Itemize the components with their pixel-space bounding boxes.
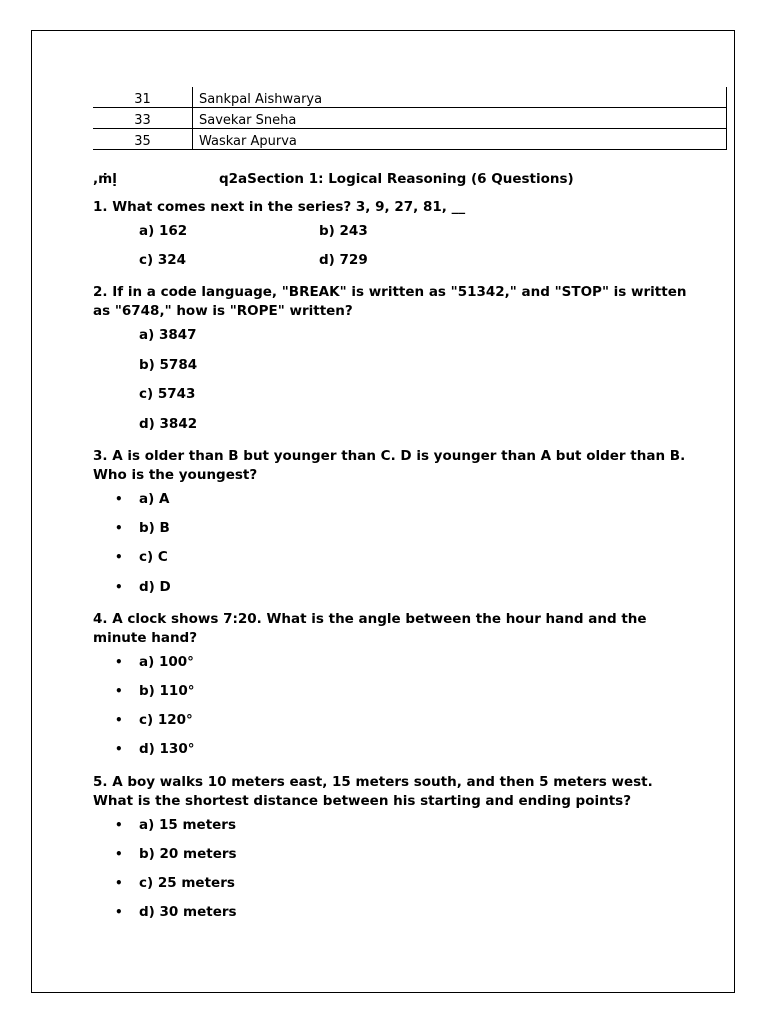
roll-number: 33 — [93, 108, 193, 129]
bullet-option — [93, 811, 693, 840]
option: b) 110° — [139, 682, 195, 699]
options-q4 — [93, 648, 693, 765]
bullet-icon: • — [115, 492, 123, 506]
bullet-option — [93, 706, 693, 735]
options-q1 — [139, 217, 693, 275]
bullet-icon: • — [115, 579, 123, 594]
option: d) 130° — [139, 741, 195, 758]
options-q3 — [93, 485, 693, 602]
table-row — [93, 87, 727, 108]
option: a) 3847 — [139, 327, 197, 343]
bullet-option — [93, 514, 693, 543]
bullet-option — [93, 573, 693, 602]
question-4: 4. A clock shows 7:20. What is the angle between the hour hand and the minute hand? — [93, 610, 647, 646]
section-heading — [93, 168, 693, 190]
option: b) B — [139, 520, 170, 537]
option: c) 120° — [139, 712, 193, 729]
option: a) A — [139, 491, 170, 507]
roll-number: 35 — [93, 129, 193, 150]
bullet-option — [93, 869, 693, 898]
bullet-option — [93, 543, 693, 572]
question-3: 3. A is older than B but younger than C. D is younger than A but older than B. Who is the youngest? — [93, 448, 686, 483]
roll-number: 31 — [93, 87, 193, 108]
question-5: 5. A boy walks 10 meters east, 15 meters south, and then 5 meters west. What is the shortest distance between his starting and ending points? — [93, 773, 653, 809]
bullet-icon: • — [115, 550, 123, 565]
option: c) 5743 — [139, 386, 196, 402]
bullet-option — [93, 735, 693, 764]
option: b) 5784 — [139, 356, 198, 373]
bullet-icon: • — [115, 521, 123, 536]
bullet-icon: • — [115, 683, 123, 698]
option: a) 162 — [139, 223, 188, 239]
table-row — [93, 108, 727, 129]
bullet-icon: • — [115, 905, 123, 920]
bullet-icon: • — [115, 817, 123, 832]
bullet-option — [93, 677, 693, 706]
options-q5 — [93, 811, 693, 928]
bullet-icon: • — [115, 875, 123, 890]
student-name: Waskar Apurva — [193, 129, 727, 150]
option: a) 15 meters — [139, 816, 236, 833]
student-name: Savekar Sneha — [193, 108, 727, 129]
option: b) 243 — [319, 223, 368, 239]
option: d) 729 — [319, 252, 368, 268]
option: c) 324 — [139, 252, 187, 268]
roster-table — [93, 87, 727, 150]
option: a) 100° — [139, 653, 194, 670]
option: d) D — [139, 578, 171, 595]
option: b) 20 meters — [139, 845, 237, 862]
option: c) C — [139, 549, 168, 566]
option: c) 25 meters — [139, 874, 235, 891]
option: d) 30 meters — [139, 904, 237, 921]
options-q2 — [139, 321, 693, 439]
student-name: Sankpal Aishwarya — [193, 87, 727, 108]
bullet-option — [93, 898, 693, 927]
section-title: q2aSection 1: Logical Reasoning (6 Questions) — [219, 171, 574, 187]
question-2: 2. If in a code language, "BREAK" is written as "51342," and "STOP" is written as "6748," how is "ROPE" written? — [93, 284, 687, 319]
question-1: 1. What comes next in the series? 3, 9, 27, 81, __ — [93, 199, 466, 215]
bullet-option — [93, 648, 693, 677]
table-row — [93, 129, 727, 150]
stray-characters: ,ṁḷ — [93, 171, 117, 187]
option: d) 3842 — [139, 415, 198, 432]
bullet-option — [93, 485, 693, 514]
bullet-icon: • — [115, 713, 123, 728]
bullet-option — [93, 840, 693, 869]
bullet-icon: • — [115, 846, 123, 861]
question-content — [93, 168, 693, 927]
bullet-icon: • — [115, 654, 123, 669]
bullet-icon: • — [115, 742, 123, 757]
